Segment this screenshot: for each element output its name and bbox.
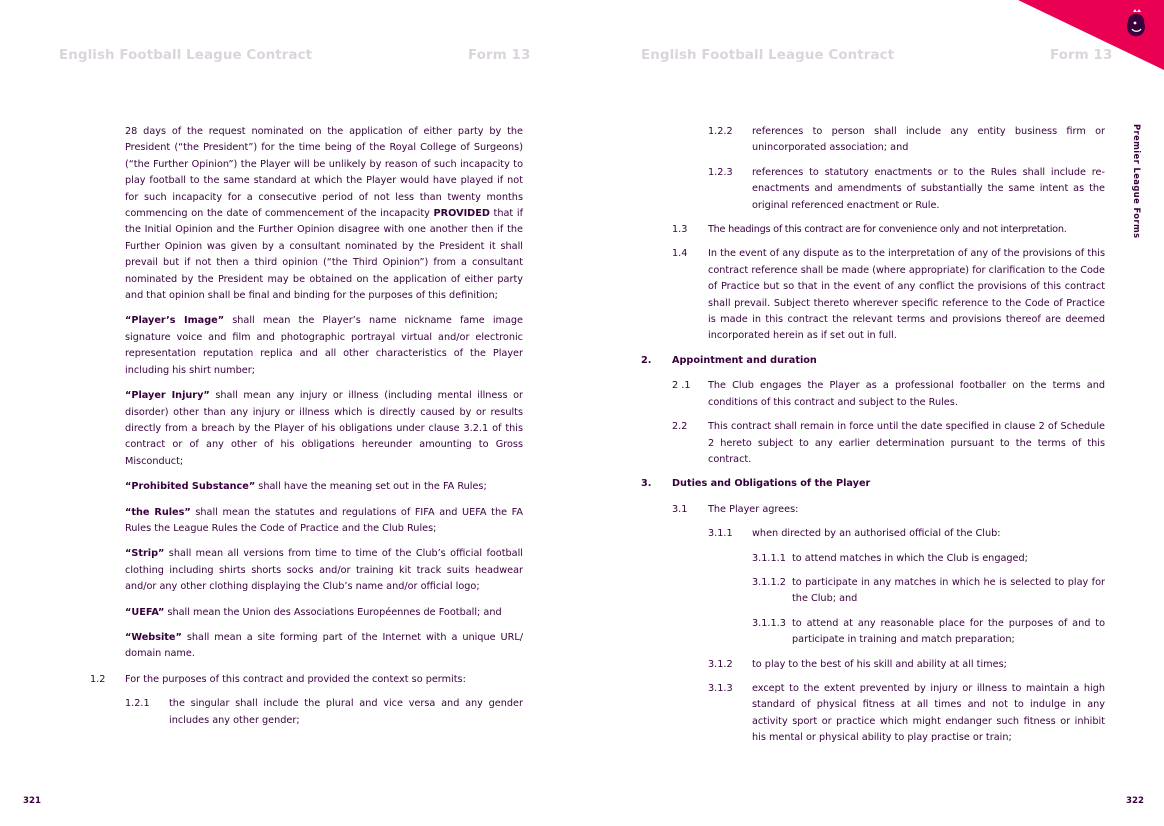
clause-1-2: 1.2 For the purposes of this contract and provided the context so permits: bbox=[90, 673, 466, 685]
clause-1-3: 1.3 The headings of this contract are for convenience only and not interpretation. bbox=[672, 224, 1067, 236]
clause-3-1: 3.1 The Player agrees: bbox=[672, 503, 799, 515]
right-page-body bbox=[641, 124, 1105, 755]
clause-1-2-1: 1.2.1 the singular shall include the plural and vice versa and any gender includes any other gender; bbox=[125, 698, 523, 726]
incapacity-paragraph: 28 days of the request nominated on the application of either party by the President (“the President”) for the time being of the Royal College of Surgeons) (“the Further Opinion”) the Player will be unlikely by reason of such incapacity to play football to the same standard at which the Player would have played if not for such incapacity for a consecutive period of not less than twenty months commencing on the date of commencement of the incapacity PROVIDED that if the Initial Opinion and the Further Opinion disagree with one another then if the Further Opinion was given by a consultant nominated by the President it shall prevail but if not then a third opinion (“the Third Opinion”) from a consultant nominated by the President may be obtained on the application of either party and that opinion shall be final and binding for the purposes of this definition; bbox=[125, 126, 523, 302]
definition-player-injury: “Player Injury” shall mean any injury or illness (including mental illness or disorder) other than any injury or illness which is directly caused by or results directly from a breach by the Player of his obligations under clause 3.2.1 of this contract or of any other of his obligations hereunder amounting to Gross Misconduct; bbox=[125, 390, 523, 467]
page-number: 322 bbox=[1126, 796, 1144, 806]
definition-uefa: “UEFA” shall mean the Union des Associations Européennes de Football; and bbox=[125, 606, 502, 618]
definition-prohibited-substance: “Prohibited Substance” shall have the meaning set out in the FA Rules; bbox=[125, 481, 487, 493]
section-3-heading: 3. Duties and Obligations of the Player bbox=[641, 478, 871, 490]
header-form-number: Form 13 bbox=[468, 48, 531, 63]
definition-website: “Website” shall mean a site forming part of the Internet with a unique URL/ domain name. bbox=[125, 631, 523, 660]
right-page bbox=[582, 0, 1164, 826]
clause-2-2: 2.2 This contract shall remain in force until the date specified in clause 2 of Schedule 2 hereto subject to any earlier determination pursuant to the terms of this contract. bbox=[672, 421, 1105, 465]
clause-3-1-1: 3.1.1 when directed by an authorised official of the Club: bbox=[708, 528, 1001, 540]
definition-the-rules: “the Rules” shall mean the statutes and regulations of FIFA and UEFA the FA Rules the League Rules the Code of Practice and the Club Rules; bbox=[125, 506, 523, 534]
section-side-tab: Premier League Forms bbox=[1132, 124, 1142, 239]
clause-2-1: 2 .1 The Club engages the Player as a professional footballer on the terms and conditions of this contract and subject to the Rules. bbox=[672, 380, 1105, 408]
header-title: English Football League Contract bbox=[641, 48, 895, 63]
left-page-body bbox=[90, 124, 523, 737]
section-2-heading: 2. Appointment and duration bbox=[641, 354, 817, 366]
clause-3-1-3: 3.1.3 except to the extent prevented by injury or illness to maintain a high standard of physical fitness at all times and not to indulge in any activity sport or practice which might endanger such fitness or inhibit his mental or physical ability to play practise or train; bbox=[708, 682, 1105, 744]
clause-3-1-1-3: 3.1.1.3 to attend at any reasonable place for the purposes of and to participate in training and match preparation; bbox=[752, 617, 1105, 646]
definition-strip: “Strip” shall mean all versions from time to time of the Club’s official football clothing including shirts shorts socks and/or training kit track suits headwear and/or any other clothing displaying the Club’s name and/or official logo; bbox=[125, 548, 523, 593]
clause-3-1-2: 3.1.2 to play to the best of his skill and ability at all times; bbox=[708, 658, 1007, 670]
page-number: 321 bbox=[23, 796, 41, 806]
header-form-number: Form 13 bbox=[1050, 48, 1113, 63]
clause-3-1-1-1: 3.1.1.1 to attend matches in which the Club is engaged; bbox=[752, 552, 1028, 564]
clause-1-2-2: 1.2.2 references to person shall include any entity business firm or unincorporated association; and bbox=[708, 126, 1105, 154]
corner-flash bbox=[1018, 0, 1164, 70]
clause-1-4: 1.4 In the event of any dispute as to the interpretation of any of the provisions of this contract reference shall be made (where appropriate) for clarification to the Code of Practice but so that in the event of any conflict the provisions of this contract shall prevail. Subject thereto wherever specific reference to the Code of Practice is made in this contract the relevant terms and provisions thereof are deemed incorporated herein as if set out in full. bbox=[672, 248, 1105, 342]
magenta-triangle bbox=[1018, 0, 1164, 70]
header-title: English Football League Contract bbox=[59, 48, 313, 63]
clause-3-1-1-2: 3.1.1.2 to participate in any matches in which he is selected to play for the Club; and bbox=[752, 576, 1105, 605]
definition-players-image: “Player’s Image” shall mean the Player’s name nickname fame image signature voice and film and photographic portrayal virtual and/or electronic representation reputation replica and all other characteristics of the Player including his shirt number; bbox=[125, 315, 523, 376]
clause-1-2-3: 1.2.3 references to statutory enactments or to the Rules shall include re-enactments and amendments of substantially the same intent as the original referenced enactment or Rule. bbox=[708, 166, 1105, 211]
